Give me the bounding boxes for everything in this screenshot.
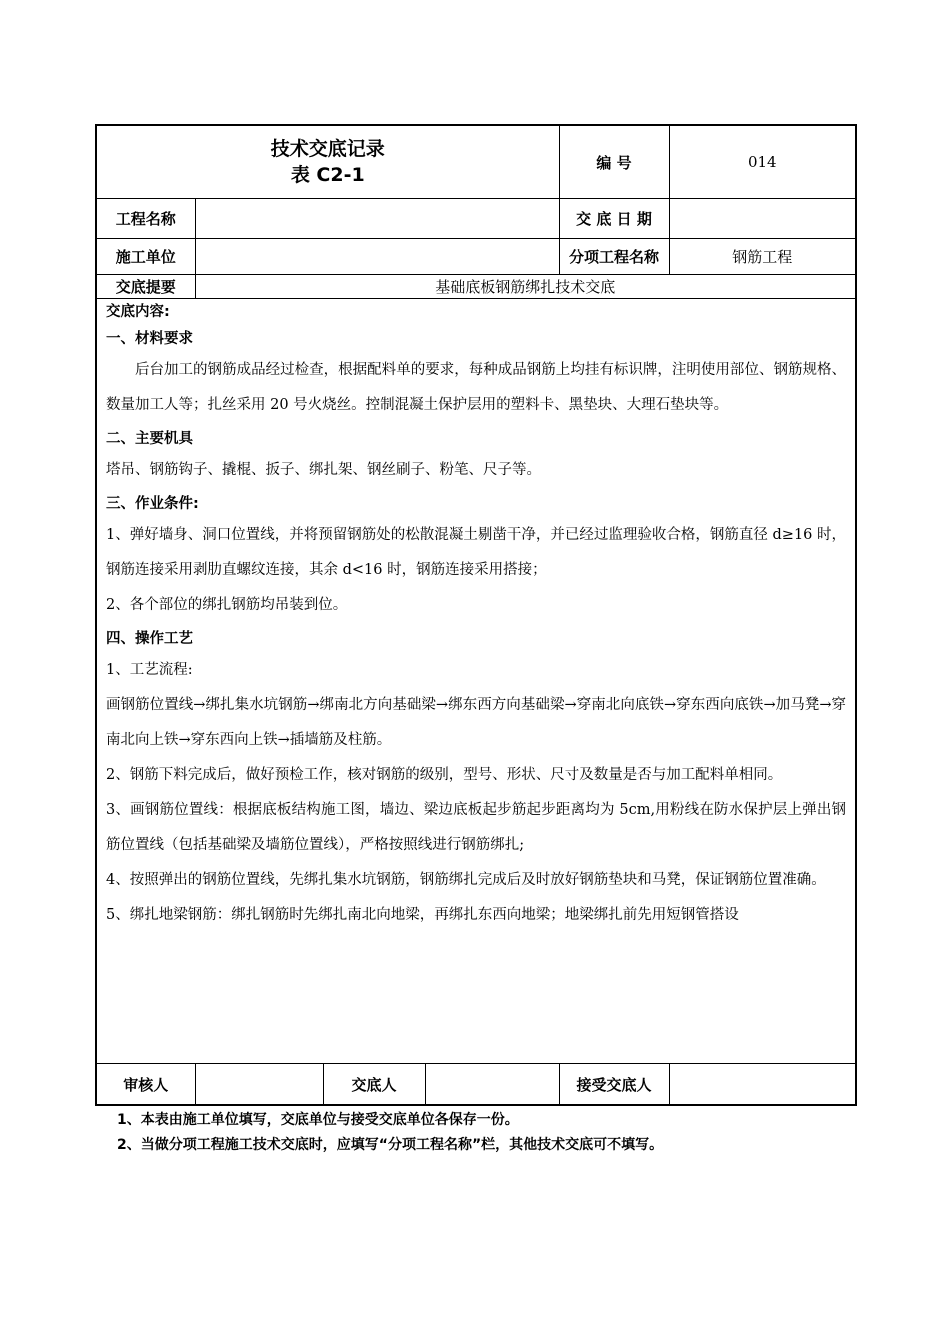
section-tools-text: 塔吊、钢筋钩子、撬棍、扳子、绑扎架、钢丝刷子、粉笔、尺子等。 <box>106 462 541 478</box>
section-process-item-1: 1、工艺流程: <box>106 662 193 678</box>
section-process-item-5: 5、绑扎地梁钢筋：绑扎钢筋时先绑扎南北向地梁，再绑扎东西向地梁；地梁绑扎前先用短钢管搭设 <box>106 907 739 923</box>
section-materials-text: 后台加工的钢筋成品经过检查，根据配料单的要求，每种成品钢筋上均挂有标识牌，注明使用部位、钢筋规格、数量加工人等；扎丝采用 20 号火烧丝。控制混凝土保护层用的塑料卡、黑垫块、大理石垫块等。 <box>106 362 847 413</box>
project-name-value[interactable] <box>195 199 559 239</box>
note-2: 2、当做分项工程施工技术交底时，应填写“分项工程名称”栏，其他技术交底可不填写。 <box>117 1137 664 1153</box>
date-value[interactable] <box>669 199 856 239</box>
receiver-label: 接受交底人 <box>559 1064 669 1106</box>
reviewer-label: 审核人 <box>96 1064 195 1106</box>
discloser-label: 交底人 <box>323 1064 425 1106</box>
subproject-value[interactable]: 钢筋工程 <box>669 239 856 275</box>
form-table <box>95 124 857 1106</box>
form-title <box>96 125 559 199</box>
receiver-value[interactable] <box>669 1064 856 1106</box>
section-tools-title: 二、主要机具 <box>106 431 193 447</box>
section-process-title: 四、操作工艺 <box>106 631 193 647</box>
form-notes <box>95 1108 855 1158</box>
section-process-item-3: 3、画钢筋位置线：根据底板结构施工图，墙边、梁边底板起步筋起步距离均为 5cm,用粉线在防水保护层上弹出钢筋位置线（包括基础梁及墙筋位置线），严格按照线进行钢筋绑扎; <box>106 802 847 853</box>
section-process-item-4: 4、按照弹出的钢筋位置线，先绑扎集水坑钢筋，钢筋绑扎完成后及时放好钢筋垫块和马凳，保证钢筋位置准确。 <box>106 872 826 888</box>
construction-unit-value[interactable] <box>195 239 559 275</box>
section-process-flow: 画钢筋位置线→绑扎集水坑钢筋→绑南北方向基础梁→绑东西方向基础梁→穿南北向底铁→穿东西向底铁→加马凳→穿南北向上铁→穿东西向上铁→插墙筋及柱筋。 <box>106 697 847 748</box>
construction-unit-label: 施工单位 <box>96 239 195 275</box>
form-title-code: 表 C2-1 <box>290 164 365 186</box>
section-conditions-item-2: 2、各个部位的绑扎钢筋均吊装到位。 <box>106 597 348 613</box>
section-conditions-item-1: 1、弹好墙身、洞口位置线，并将预留钢筋处的松散混凝土剔凿干净，并已经过监理验收合格，钢筋直径 d≥16 时，钢筋连接采用剥肋直螺纹连接，其余 d<16 时，钢筋连接采用搭接； <box>106 527 847 578</box>
date-label: 交 底 日 期 <box>559 199 669 239</box>
section-process-item-2: 2、钢筋下料完成后，做好预检工作，核对钢筋的级别，型号、形状、尺寸及数量是否与加工配料单相同。 <box>106 767 783 783</box>
number-label: 编 号 <box>559 125 669 199</box>
project-name-label: 工程名称 <box>96 199 195 239</box>
number-value[interactable]: 014 <box>669 125 856 199</box>
section-conditions-title: 三、作业条件: <box>106 496 199 512</box>
note-1: 1、本表由施工单位填写，交底单位与接受交底单位各保存一份。 <box>117 1112 519 1128</box>
form-title-main: 技术交底记录 <box>270 138 385 160</box>
reviewer-value[interactable] <box>195 1064 323 1106</box>
summary-value[interactable]: 基础底板钢筋绑扎技术交底 <box>195 275 856 299</box>
disclosure-content <box>96 299 856 1064</box>
discloser-value[interactable] <box>425 1064 559 1106</box>
section-materials-title: 一、材料要求 <box>106 331 193 347</box>
content-label: 交底内容: <box>106 304 170 320</box>
summary-label: 交底提要 <box>96 275 195 299</box>
disclosure-form <box>95 124 855 1158</box>
subproject-label: 分项工程名称 <box>559 239 669 275</box>
